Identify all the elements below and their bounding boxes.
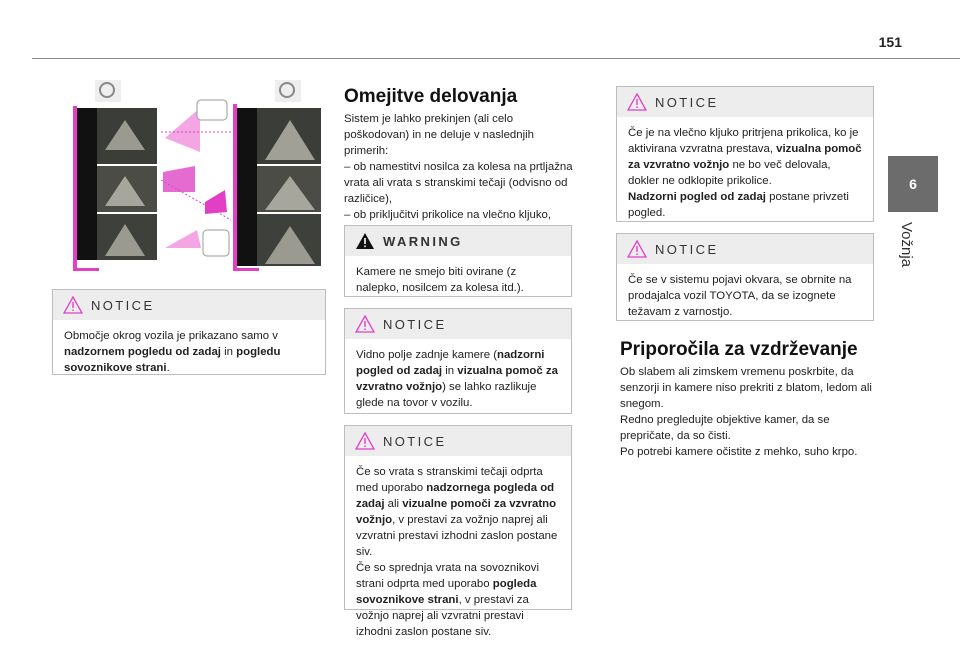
section-title-limits: Omejitve delovanja <box>344 86 518 107</box>
warning-text: Kamere ne smejo biti ovirane (z nalepko, nosilcem za kolesa itd.). <box>356 266 524 294</box>
notice-box-right-1 <box>616 86 874 222</box>
maintenance-text <box>620 364 874 460</box>
header-rule <box>32 58 960 59</box>
intro-text: Sistem je lahko prekinjen (ali celo poškodovan) in ne deluje v naslednjih primerih: <box>344 113 534 157</box>
notice-text: Če se v sistemu pojavi okvara, se obrnite na prodajalca vozil TOYOTA, da se izognete težavam z varnostjo. <box>628 274 852 318</box>
maintenance-para: Po potrebi kamere očistite z mehko, suho krpo. <box>620 446 858 458</box>
maintenance-para: Redno pregledujte objektive kamer, da se prepričate, da so čisti. <box>620 414 830 442</box>
notice-icon <box>627 93 647 111</box>
notice-icon <box>63 296 83 314</box>
steering-wheel-icon <box>95 80 121 102</box>
notice-text: Vidno polje zadnje kamere (nadzorni pogled od zadaj in vizualna pomoč za vzvratno vožnjo) se lahko razlikuje glede na tovor v vozilu. <box>356 349 558 409</box>
notice-label: NOTICE <box>655 94 719 110</box>
page-number: 151 <box>878 34 902 50</box>
notice-text: Če so vrata s stranskimi tečaji odprta med uporabo nadzornega pogleda od zadaj ali vizualne pomoči za vzvratno vožnjo, v prestavi za vožnjo naprej ali vzvratni prestavi izhodni zaslon postane siv. Če so sprednja vrata na sovoznikovi strani odprta med uporabo pogleda sovoznikove strani, v prestavi za vožnjo naprej ali vzvratni prestavi izhodni zaslon postane siv. <box>356 466 558 638</box>
section-title-maintenance: Priporočila za vzdrževanje <box>620 339 858 360</box>
notice-box-mid-1 <box>344 308 572 414</box>
notice-header <box>53 290 325 320</box>
notice-label: NOTICE <box>383 316 447 332</box>
warning-box <box>344 225 572 297</box>
chapter-title: Vožnja <box>898 222 915 268</box>
chapter-tab[interactable]: 6 <box>888 156 938 212</box>
notice-header <box>345 309 571 339</box>
notice-text: Območje okrog vozila je prikazano samo v nadzornem pogledu od zadaj in pogledu sovoznikove strani. <box>64 330 281 374</box>
notice-box-left <box>52 289 326 375</box>
notice-box-mid-2 <box>344 425 572 638</box>
warning-label: WARNING <box>383 233 463 249</box>
notice-icon <box>627 240 647 258</box>
notice-label: NOTICE <box>383 433 447 449</box>
notice-label: NOTICE <box>655 241 719 257</box>
limits-item: – ob namestitvi nosilca za kolesa na prtljažna vrata ali vrata s stranskimi tečaji (odvisno od različice), <box>344 161 573 205</box>
notice-header <box>617 87 873 117</box>
notice-header <box>617 234 873 264</box>
notice-text: Če je na vlečno kljuko pritrjena prikolica, ko je aktivirana vzvratna prestava, vizualna pomoč za vzvratno vožnjo ne bo več delovala, dokler ne odklopite prikolice. Nadzorni pogled od zadaj postane privzeti pogled. <box>628 127 862 219</box>
notice-label: NOTICE <box>91 297 155 313</box>
notice-box-right-2 <box>616 233 874 321</box>
notice-icon <box>355 315 375 333</box>
camera-views-illustration <box>65 80 327 272</box>
notice-header <box>345 426 571 456</box>
maintenance-para: Ob slabem ali zimskem vremenu poskrbite, da senzorji in kamere niso prekriti z blatom, ledom ali snegom. <box>620 366 872 410</box>
limits-intro <box>344 111 576 239</box>
warning-header <box>345 226 571 256</box>
notice-icon <box>355 432 375 450</box>
limits-item: – ob priključitvi prikolice na vlečno kljuko, <box>344 209 552 221</box>
steering-wheel-icon <box>275 80 301 102</box>
warning-icon <box>355 232 375 250</box>
